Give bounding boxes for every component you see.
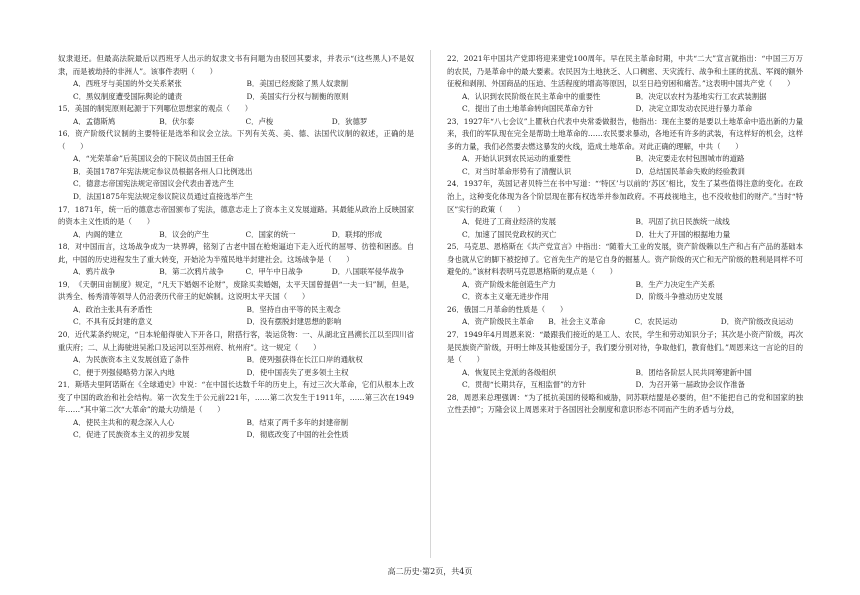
option: A．鸦片战争 (73, 267, 116, 277)
question-stem: 马克思、恩格斯在《共产党宣言》中指出：“随着大工业的发展，资产阶级赖以生产和占有产品的基础本身也就从它的脚下被挖掉了。它首先生产的是它自身的掘墓人。资产阶级的灭亡和无产阶级的胜利是同样不可避免的。”该材料表明马克思恩格斯的观点是（ ） (447, 242, 803, 277)
option: D．总结国民革命失败的经验教训 (635, 166, 745, 176)
option: C．甲午中日战争 (245, 267, 303, 277)
question-number: 17． (58, 204, 75, 214)
option: A．促进了工商业经济的发展 (462, 217, 557, 227)
question-17 (58, 204, 414, 242)
option: C．不具有反封建的意义 (73, 317, 153, 327)
option: D．联邦的形成 (331, 229, 383, 239)
option: B．使列强获得在长江口岸的通航权 (246, 355, 363, 365)
question-stem: 美国的制宪原则起源于下列哪位思想家的观点（ ） (74, 104, 253, 114)
option: D．美国实行分权与制衡的原则 (246, 91, 349, 101)
options (447, 367, 803, 392)
question-number: 15． (58, 104, 75, 114)
options (447, 91, 803, 116)
question-18 (58, 241, 414, 279)
options (58, 266, 414, 279)
option: A．恢复民主党派的各级组织 (462, 367, 557, 377)
question-text (447, 241, 803, 279)
question-number: 24． (447, 179, 464, 189)
options (58, 354, 414, 379)
option: B．社会主义革命 (548, 317, 606, 327)
question-stem: 2021年中国共产党即将迎来建党100周年。早在民主革命时期，中共“二大”宣言就指出：“中国三万万的农民，乃是革命中的最大要素。农民因为土地狭乏、人口稠密、天灾流行、战争和土匪的扰乱、军阀的额外征税和剥削、外国商品的压迫、生活程度的增高等原因，以至日趋穷困和痛苦。”这表明中国共产党（ ） (447, 54, 803, 89)
option: D．八国联军侵华战争 (331, 267, 405, 277)
question-text (447, 329, 803, 367)
intro-options (58, 78, 414, 103)
option: A．资产阶级民主革命 (462, 317, 534, 327)
question-25 (447, 241, 803, 304)
question-text (58, 204, 414, 229)
right-questions (447, 53, 803, 417)
option: B．美国已经废除了黑人奴隶制 (246, 79, 349, 89)
options (447, 316, 803, 329)
question-text (58, 103, 414, 116)
option: B．团结各阶层人民共同筹建新中国 (635, 367, 752, 377)
option: C．对当时革命形势有了清醒认识 (462, 166, 572, 176)
options (58, 304, 414, 329)
question-stem: 1927年“八七会议”上瞿秋白代表中央常委做报告，他指出：现在主要的是要以土地革命中造出新的力量来，我们的军队现在完全是帮助土地革命的……农民要求暴动，各地还有许多的武装，有这样好的机会，这样多的力量，我们必然要去燃这暴发的火线，造成土地革命。对此正确的理解，中共（ ） (447, 116, 803, 151)
option: B．议会的产生 (159, 229, 210, 239)
option: A．西班牙与美国的外交关系紧张 (73, 79, 182, 89)
question-number: 19． (58, 279, 75, 289)
options (58, 229, 414, 242)
question-stem: 对中国而言，这场战争成为一块界碑，铭刻了古老中国在枪炮逼迫下走入近代的屈辱、彷徨和困惑。自此，中国的历史进程发生了重大转变，开始沦为半殖民地半封建社会。这场战争是（ ） (58, 242, 414, 264)
question-20 (58, 329, 414, 379)
options (58, 417, 414, 442)
left-questions (58, 103, 414, 442)
question-stem: 俄国二月革命的性质是（ ） (463, 304, 568, 314)
option: B．决定以农村为基地实行工农武装割据 (635, 91, 767, 101)
question-number: 16． (58, 129, 75, 139)
question-23 (447, 116, 803, 179)
question-text (58, 241, 414, 266)
option: D．为召开第一届政协会议作准备 (635, 380, 745, 390)
question-stem: 近代某条约规定，“日本轮船得驶入下开各口，附搭行客，装运货物：一、从湖北宜昌溯长江以至四川省重庆府；二、从上海驶进吴淞口及运河以至苏州府、杭州府”。这一规定（ ） (58, 330, 414, 352)
options (447, 153, 803, 178)
option: C．加速了国民党政权的灭亡 (462, 229, 557, 239)
option: A．政治主张具有矛盾性 (73, 304, 153, 314)
option: D．狄德罗 (331, 116, 368, 126)
question-stem: 《天朝田亩制度》规定，“凡天下婚姻不论财”，废除买卖婚姻，太平天国曾提倡“一夫一妇”制，但是，洪秀全、杨秀清等领导人仍沿袭历代帝王的妃嫔制。这说明太平天国（ ） (58, 279, 414, 302)
question-stem: 周恩来总理强调：“为了抵抗美国的侵略和威胁，同苏联结盟是必要的，但“不能把自己的党和国家的独立性丢掉”；万隆会议上周恩来对于各国因社会制度和意识形态不同而产生的矛盾与分歧， (447, 392, 803, 415)
question-number: 21． (58, 380, 75, 390)
option: A．“光荣革命”后英国议会的下院议员由国王任命 (73, 154, 234, 164)
question-number: 23． (447, 116, 464, 126)
question-text (447, 178, 803, 216)
left-column (58, 53, 414, 442)
question-text (58, 379, 414, 417)
question-text (447, 53, 803, 91)
option: C．便于列强侵略势力深入内地 (73, 367, 175, 377)
option: B．坚持自由平等的民主观念 (246, 304, 341, 314)
question-stem: 1937年，英国记者贝特兰在书中写道：“‘特区’与以前的‘苏区’相比，发生了某些值得注意的变化。在政治上，这种变化体现为各个阶层现在都有权选举并参加政府。不再歧视地主，也不没收他们的财产。”当时“特区”实行的政策（ ） (447, 179, 803, 214)
option: C．国家的统一 (245, 229, 296, 239)
question-22 (447, 53, 803, 116)
option: B．美国1787年宪法规定参议员根据各州人口比例选出 (73, 166, 253, 176)
option: C．农民运动 (634, 317, 678, 327)
question-stem: 斯塔夫里阿诺斯在《全球通史》中说：“在中国长达数千年的历史上，有过三次大革命，它们从根本上改变了中国的政治和社会结构。第一次发生于公元前221年，……第二次发生于1911年，……第三次在1949年……”其中第二次“大革命”的最大功绩是（ ） (58, 380, 414, 415)
intro-text: 奴隶退还。但最高法院最后以西班牙人出示的奴隶文书有问题为由驳回其要求，并表示“(这些黑人)不是奴隶，而是被劫持的非洲人”。该事件表明（ ） (58, 54, 414, 76)
option: B．伏尔泰 (159, 116, 195, 126)
question-27 (447, 329, 803, 392)
question-26 (447, 304, 803, 329)
option: C．促进了民族资本主义的初步发展 (73, 430, 190, 440)
intro-question (58, 53, 414, 103)
option: A．认识到农民阶级在民主革命中的重要性 (462, 91, 601, 101)
option: D．决定立即发动农民进行暴力革命 (635, 104, 753, 114)
question-number: 25． (447, 242, 464, 252)
question-text (58, 329, 414, 354)
option: B．结束了两千多年的封建帝制 (246, 417, 349, 427)
option: C．提出了由土地革命转向国民革命方针 (462, 104, 594, 114)
option: D．资产阶级改良运动 (720, 317, 794, 327)
page-footer: 高二历史·第2页，共4页 (387, 567, 473, 576)
option: D．彻底改变了中国的社会性质 (246, 430, 349, 440)
option: A．内阁的建立 (73, 229, 123, 239)
question-number: 26． (447, 304, 464, 314)
option: B．巩固了抗日民族统一战线 (635, 217, 730, 227)
question-stem: 1949年4月周恩来说：“最跟我们接近的是工人、农民，学生和劳动知识分子；其次是小资产阶级，再次是民族资产阶级，开明士绅及其他爱国分子，我们要分别对待，争取他们，教育他们。”周恩来这一言论的目的是（ ） (447, 330, 803, 365)
option: A．资产阶级未能创造生产力 (462, 279, 557, 289)
question-16 (58, 128, 414, 203)
question-19 (58, 279, 414, 329)
option: A．使民主共和的观念深入人心 (73, 417, 175, 427)
question-number: 20． (58, 330, 75, 340)
options (58, 153, 414, 203)
question-28 (447, 392, 803, 417)
question-text (447, 116, 803, 154)
option: D．壮大了开国的根据地力量 (635, 229, 731, 239)
option: C．贯彻“长期共存，互相监督”的方针 (462, 380, 587, 390)
option: D．阶级斗争推动历史发展 (635, 292, 723, 302)
option: D．使中国丧失了更多领土主权 (246, 367, 349, 377)
question-stem: 资产阶级代议制的主要特征是选举和议会立法。下列有关英、美、德、法国代议制的叙述，正确的是（ ） (58, 129, 414, 151)
question-number: 27． (447, 330, 464, 340)
right-column (447, 53, 803, 417)
question-15 (58, 103, 414, 128)
option: A．为民族资本主义发展创造了条件 (73, 355, 190, 365)
question-21 (58, 379, 414, 442)
option: A．孟德斯鸠 (73, 116, 116, 126)
question-text (58, 279, 414, 304)
column-divider (430, 50, 431, 558)
question-24 (447, 178, 803, 241)
question-stem: 1871年，统一后的德意志帝国颁布了宪法，德意志走上了资本主义发展道路。其最能从政治上反映国家的资本主义性质的是（ ） (58, 204, 414, 227)
option: C．资本主义毫无进步作用 (462, 292, 549, 302)
question-text (447, 392, 803, 417)
options (447, 279, 803, 304)
question-text (58, 128, 414, 153)
option: A．开始认识到农民运动的重要性 (462, 154, 571, 164)
option: C．卢梭 (245, 116, 274, 126)
question-number: 18． (58, 242, 75, 252)
question-number: 28． (447, 392, 464, 402)
question-text (447, 304, 803, 317)
option: D．没有摆脱封建思想的影响 (246, 317, 342, 327)
options (447, 216, 803, 241)
question-number: 22． (447, 54, 464, 63)
option: D．法国1875年宪法规定参议院议员通过直接选举产生 (73, 192, 253, 202)
option: B．第二次鸦片战争 (159, 267, 224, 277)
option: C．黑奴制度遭受国际舆论的谴责 (73, 91, 183, 101)
options (58, 116, 414, 129)
option: B．决定要走农村包围城市的道路 (635, 154, 745, 164)
option: C．德意志帝国宪法规定帝国议会代表由普选产生 (73, 179, 234, 189)
option: B．生产力决定生产关系 (635, 279, 715, 289)
